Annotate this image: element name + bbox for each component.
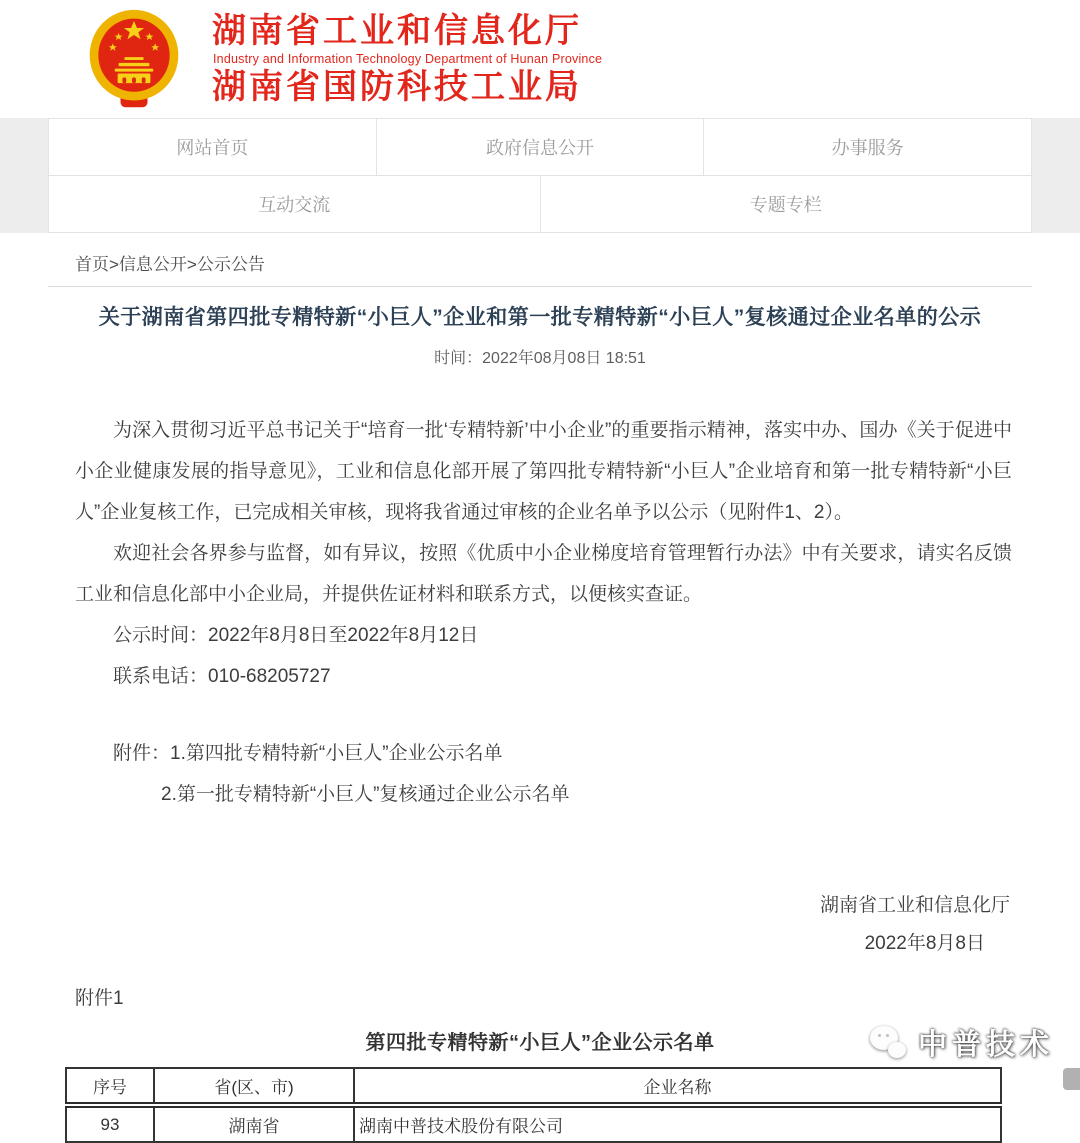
annex-label: 附件1 <box>75 988 124 1009</box>
annex-table-title: 第四批专精特新“小巨人”企业公示名单 <box>365 1032 715 1054</box>
column-header-province: 省(区、市) <box>154 1068 354 1105</box>
column-header-company: 企业名称 <box>354 1068 1001 1105</box>
attachments-label: 附件： <box>113 743 171 764</box>
site-header <box>0 0 1080 118</box>
article-title: 关于湖南省第四批专精特新“小巨人”企业和第一批专精特新“小巨人”复核通过企业名单的公示 <box>98 306 982 329</box>
company-list-table <box>65 1067 1002 1143</box>
org-name-line2: 湖南省国防科技工业局 <box>212 67 582 106</box>
contact-phone: 联系电话：010-68205727 <box>113 666 331 687</box>
signer-organization: 湖南省工业和信息化厅 <box>819 895 1010 916</box>
org-title-block <box>212 14 602 104</box>
national-emblem-logo <box>84 7 184 113</box>
site-brand[interactable] <box>84 5 602 113</box>
article <box>0 304 1080 1143</box>
cell-company-name: 湖南中普技术股份有限公司 <box>354 1105 1001 1142</box>
org-name-english: Industry and Information Technology Department of Hunan Province <box>213 52 603 67</box>
attachment-list <box>68 733 1012 815</box>
nav-row-2 <box>48 176 1032 233</box>
main-navigation <box>0 118 1080 233</box>
corner-chip <box>1063 1068 1080 1090</box>
table-header-row <box>66 1068 1001 1105</box>
attachment-line-2 <box>75 774 1012 815</box>
paragraph-1: 为深入贯彻习近平总书记关于“培育一批‘专精特新’中小企业”的重要指示精神，落实中办、国办《关于促进中小企业健康发展的指导意见》，工业和信息化部开展了第四批专精特新“小巨人”企业培育和第一批专精特新“小巨人”企业复核工作，已完成相关审核，现将我省通过审核的企业名单予以公示（见附件1、2）。 <box>75 420 1012 523</box>
attachment-line-1 <box>75 733 1012 774</box>
article-timestamp: 时间：2022年08月08日 18:51 <box>434 350 646 367</box>
nav-item-home[interactable]: 网站首页 <box>48 118 377 176</box>
attachment-item-2[interactable]: 2.第一批专精特新“小巨人”复核通过企业公示名单 <box>161 784 570 805</box>
signature-block <box>68 887 1012 963</box>
attachment-item-1[interactable]: 1.第四批专精特新“小巨人”企业公示名单 <box>170 743 503 764</box>
watermark-text: 中普技术 <box>917 1029 1054 1061</box>
nav-item-services[interactable]: 办事服务 <box>703 118 1032 176</box>
paragraph-2: 欢迎社会各界参与监督，如有异议，按照《优质中小企业梯度培育管理暂行办法》中有关要求，请实名反馈工业和信息化部中小企业局，并提供佐证材料和联系方式，以便核实查证。 <box>75 543 1012 605</box>
cell-province: 湖南省 <box>154 1105 354 1142</box>
nav-item-interaction[interactable]: 互动交流 <box>48 175 541 233</box>
breadcrumb-bar <box>48 233 1032 287</box>
table-row <box>66 1105 1001 1142</box>
column-header-serial: 序号 <box>66 1068 154 1105</box>
publicity-period: 公示时间：2022年8月8日至2022年8月12日 <box>113 625 479 646</box>
nav-row-1 <box>48 118 1032 176</box>
nav-item-special-columns[interactable]: 专题专栏 <box>540 175 1033 233</box>
nav-item-gov-info[interactable]: 政府信息公开 <box>376 118 705 176</box>
article-body <box>68 410 1012 697</box>
org-name-line1: 湖南省工业和信息化厅 <box>212 12 582 51</box>
signature-date: 2022年8月8日 <box>864 933 985 954</box>
breadcrumb[interactable]: 首页>信息公开>公示公告 <box>75 255 265 274</box>
cell-serial: 93 <box>66 1105 154 1142</box>
